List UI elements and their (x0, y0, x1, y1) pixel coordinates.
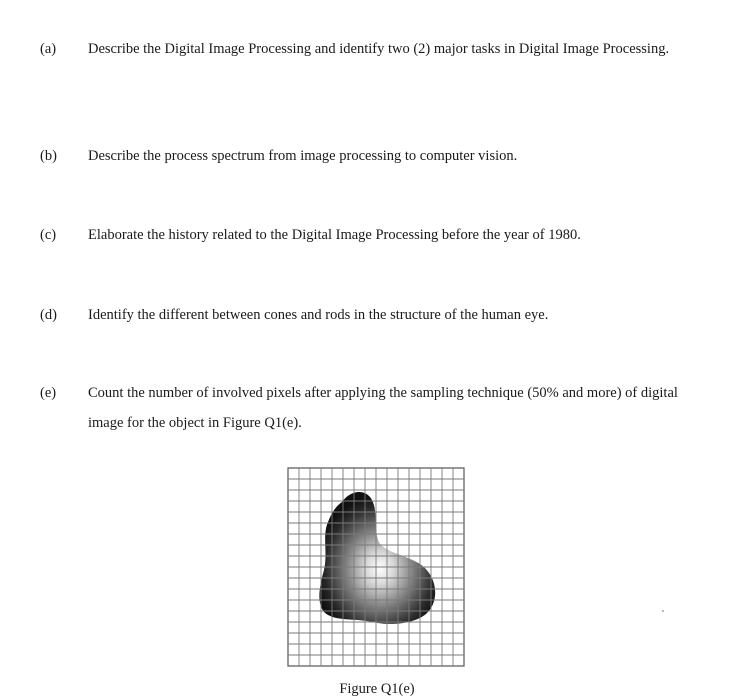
question-a-text: Describe the Digital Image Processing and identify two (2) major tasks in Digital Image Processing. (88, 41, 670, 57)
question-b-text: Describe the process spectrum from image processing to computer vision. (88, 148, 518, 164)
question-e-text: Count the number of involved pixels after applying the sampling technique (50% and more) of digital image for the object in Figure Q1(e). (88, 385, 678, 431)
figure-q1e (286, 466, 468, 670)
question-e-label: (e) (40, 385, 57, 401)
question-c-label: (c) (40, 227, 57, 243)
figure-caption: Figure Q1(e) (339, 681, 415, 697)
scan-speck (662, 610, 664, 612)
figure-q1e-graphic (286, 466, 468, 670)
question-d-label: (d) (40, 307, 57, 323)
question-b-label: (b) (40, 148, 57, 164)
question-d-text: Identify the different between cones and rods in the structure of the human eye. (88, 307, 549, 323)
question-c-text: Elaborate the history related to the Digital Image Processing before the year of 1980. (88, 227, 581, 243)
question-a-label: (a) (40, 41, 57, 57)
